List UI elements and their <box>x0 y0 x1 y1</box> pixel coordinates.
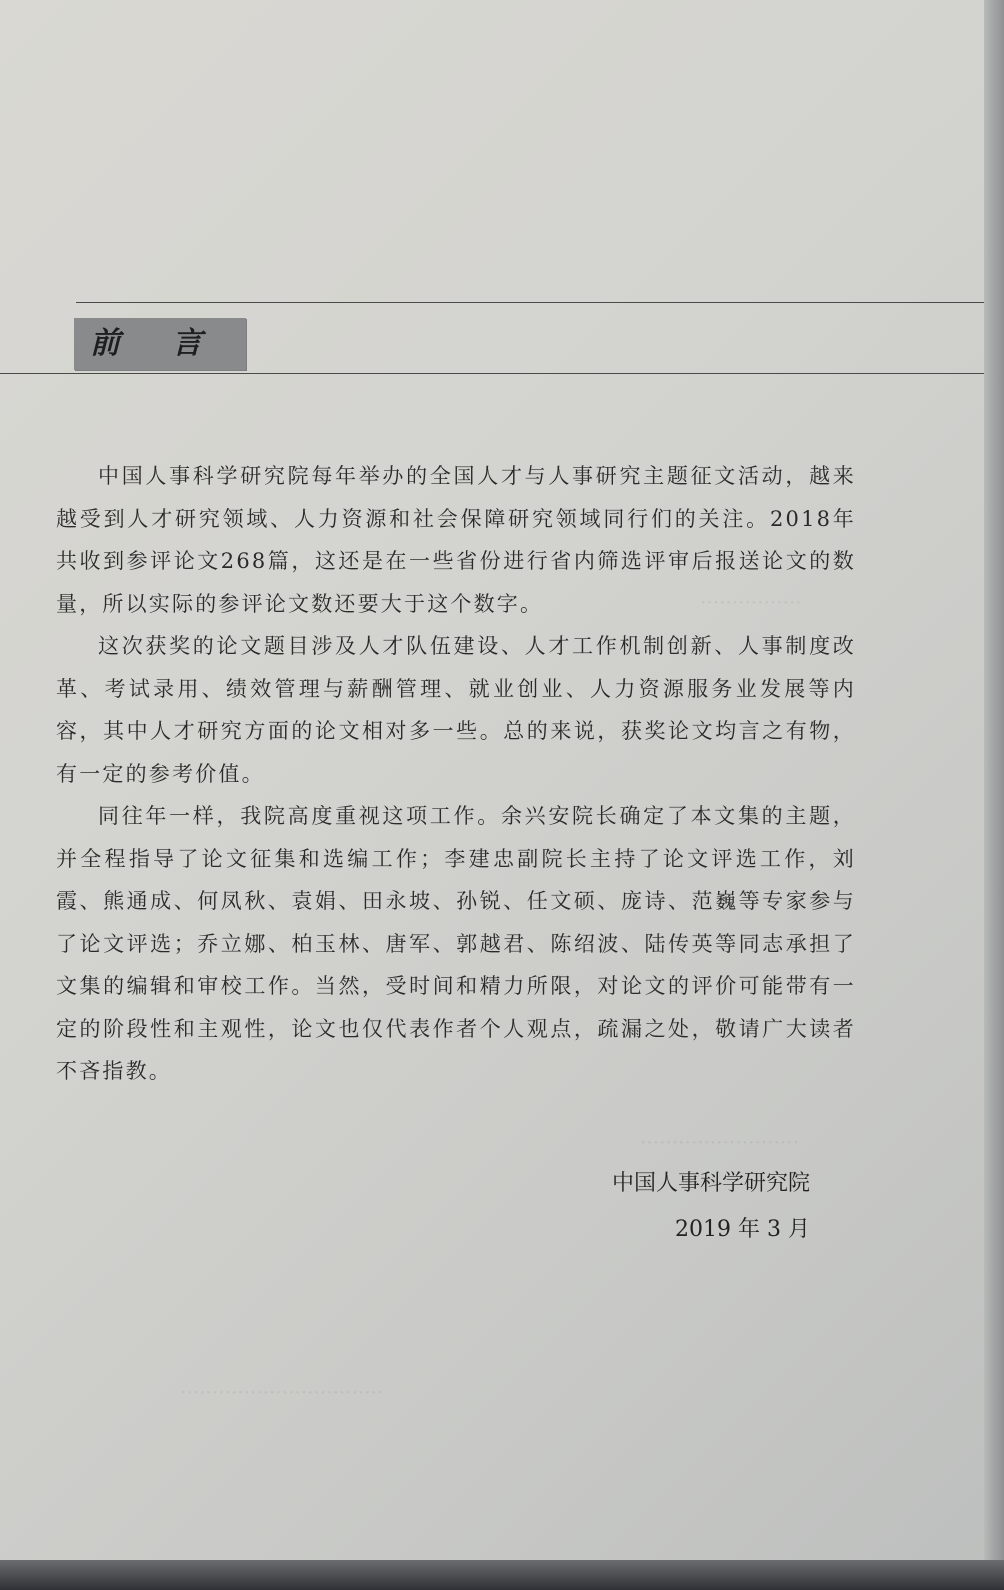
page-shadow <box>0 1560 1004 1590</box>
bleed-through-text: ················ <box>700 590 802 614</box>
page-edge <box>984 0 1004 1572</box>
bleed-through-text: ························· <box>640 1130 799 1154</box>
paragraph: 这次获奖的论文题目涉及人才队伍建设、人才工作机制创新、人事制度改革、考试录用、绩效管理与薪酬管理、就业创业、人力资源服务业发展等内容，其中人才研究方面的论文相对多一些。总的来说，获奖论文均言之有物，有一定的参考价值。 <box>56 634 856 786</box>
signature-organization: 中国人事科学研究院 <box>611 1171 810 1196</box>
paragraph: 中国人事科学研究院每年举办的全国人才与人事研究主题征文活动，越来越受到人才研究领域、人力资源和社会保障研究领域同行们的关注。2018年共收到参评论文268篇，这还是在一些省份进行省内筛选评审后报送论文的数量，所以实际的参评论文数还要大于这个数字。 <box>56 464 856 616</box>
top-rule <box>76 302 988 303</box>
bleed-through-text: ································ <box>180 1380 384 1404</box>
bottom-rule <box>0 373 990 374</box>
preface-body <box>56 455 856 1093</box>
paragraph: 同往年一样，我院高度重视这项工作。余兴安院长确定了本文集的主题，并全程指导了论文征集和选编工作；李建忠副院长主持了论文评选工作，刘霞、熊通成、何凤秋、袁娟、田永坡、孙锐、任文硕、庞诗、范巍等专家参与了论文评选；乔立娜、柏玉林、唐军、郭越君、陈绍波、陆传英等同志承担了文集的编辑和审校工作。当然，受时间和精力所限，对论文的评价可能带有一定的阶段性和主观性，论文也仅代表作者个人观点，疏漏之处，敬请广大读者不吝指教。 <box>56 804 856 1083</box>
preface-heading: 前言 <box>90 326 254 361</box>
signature-date: 2019 年 3 月 <box>675 1217 810 1242</box>
